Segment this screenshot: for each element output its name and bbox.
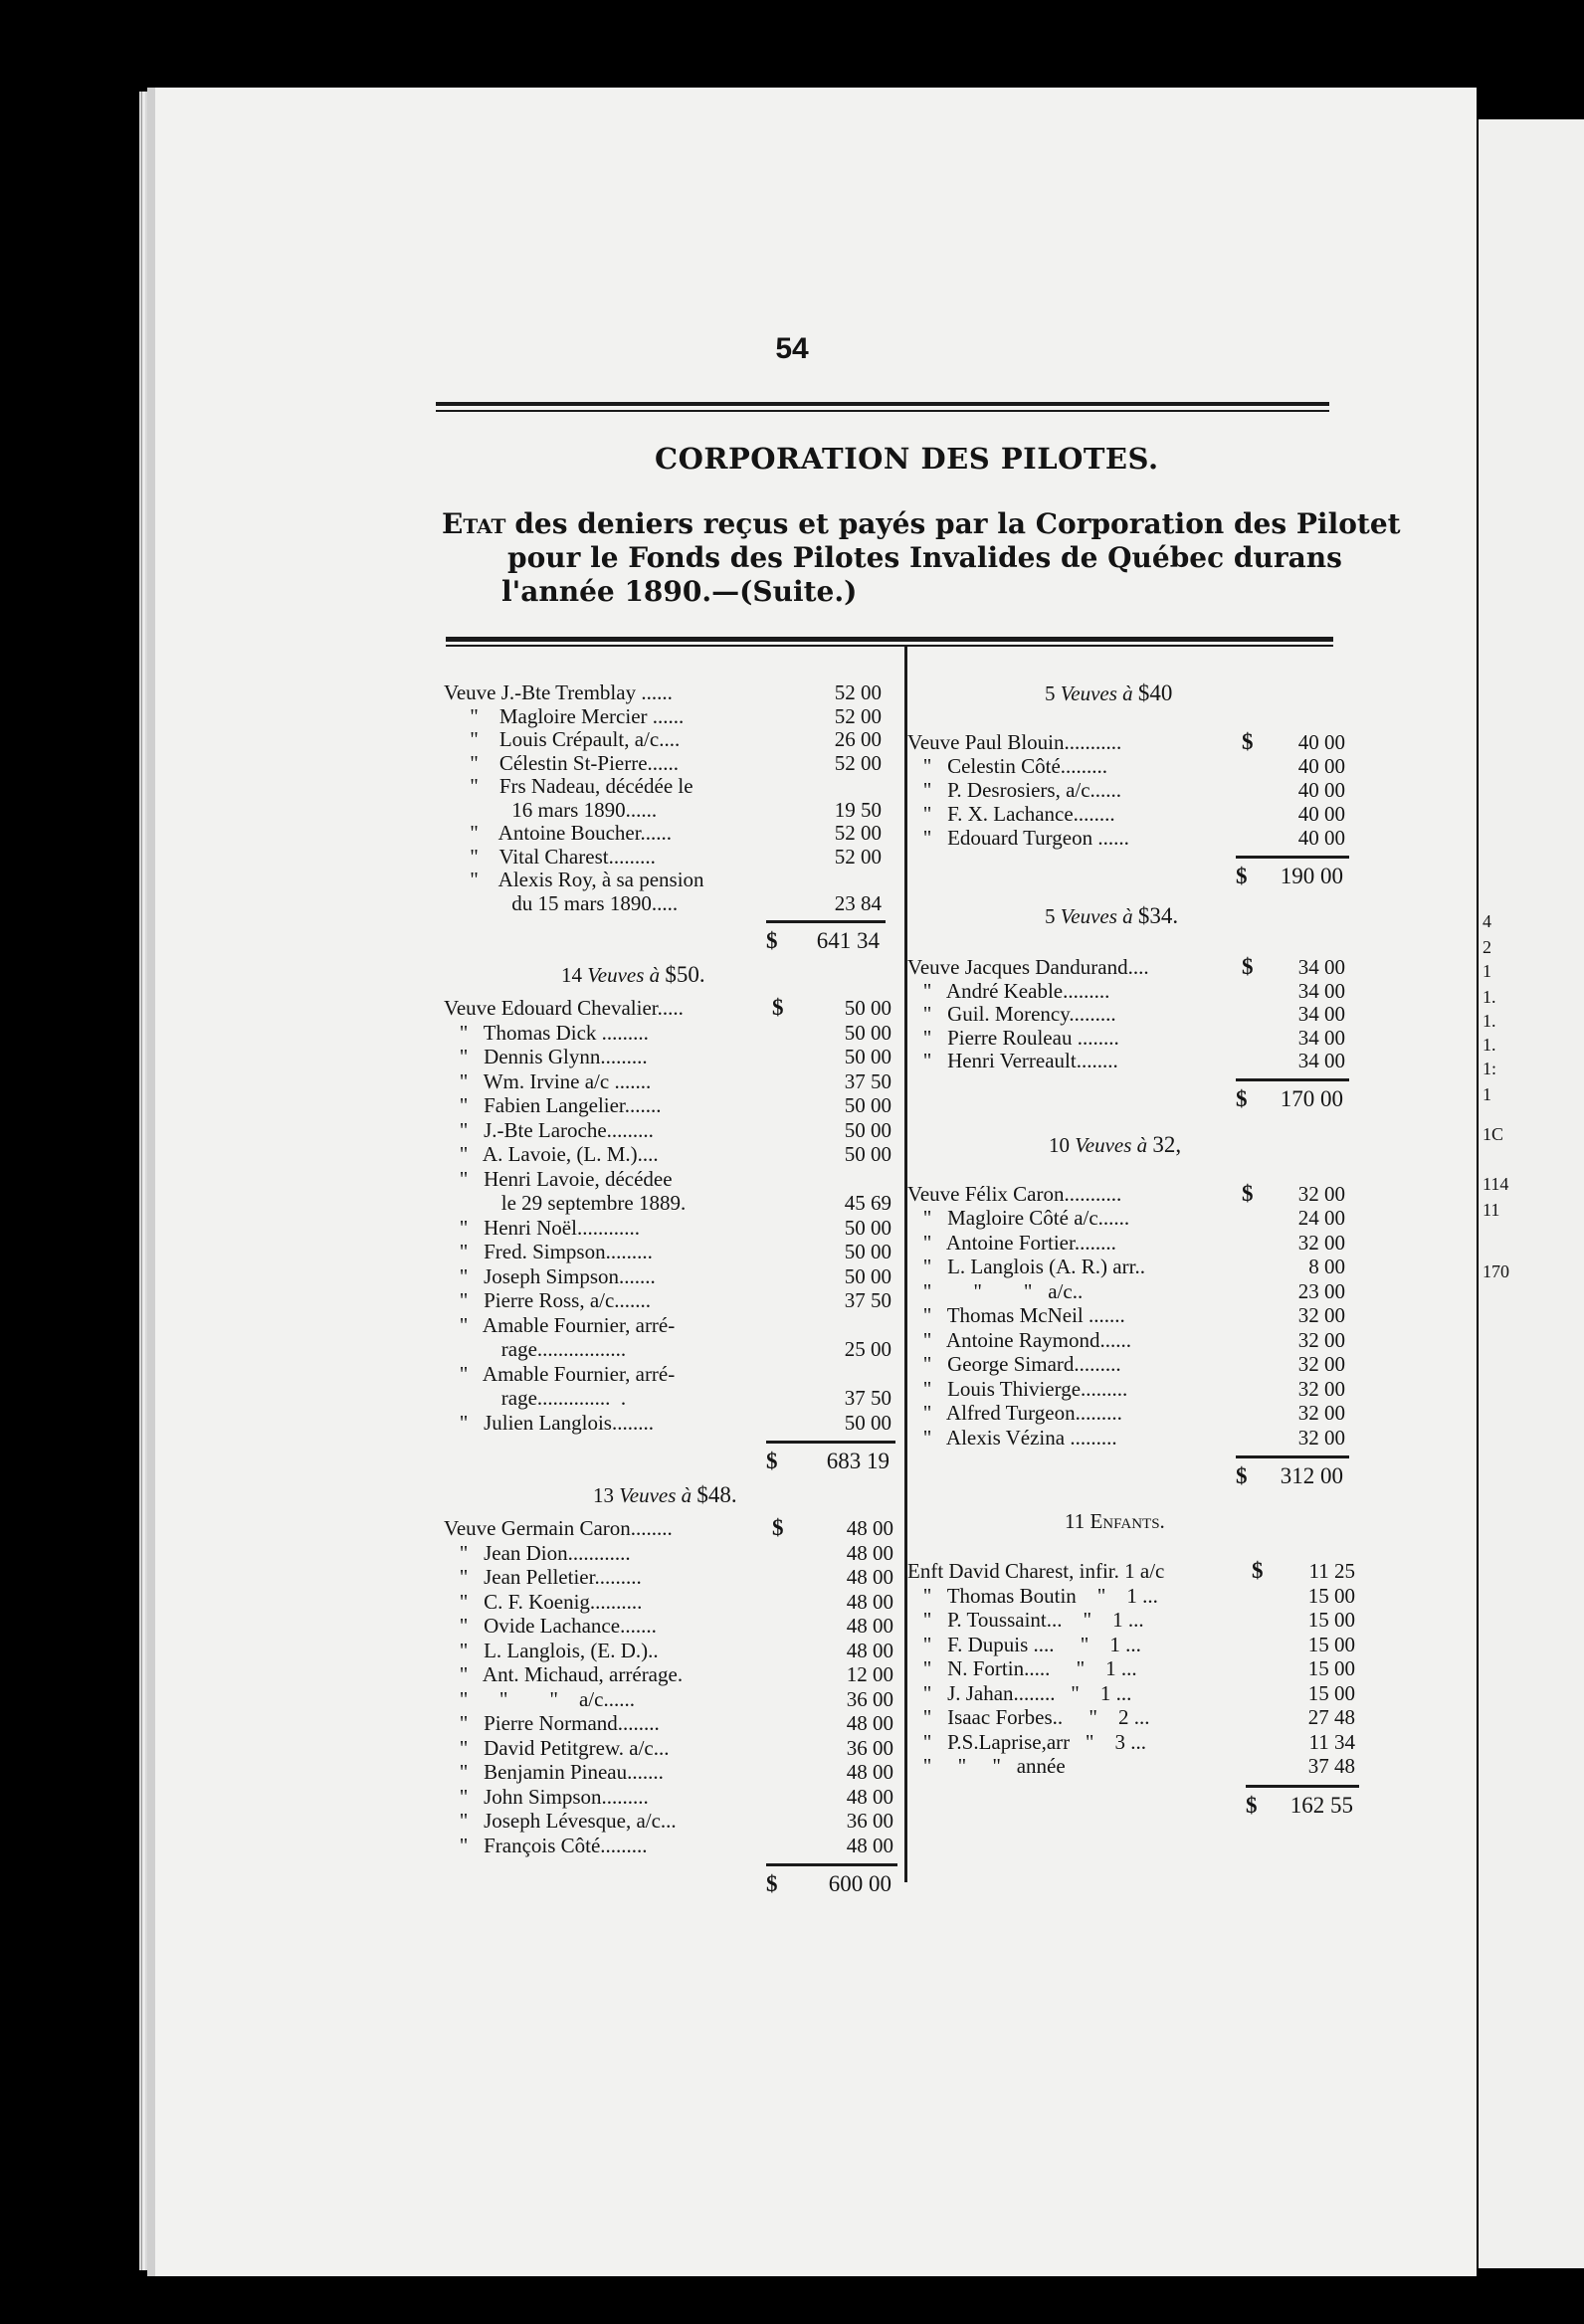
ledger-row <box>444 798 901 822</box>
entry-name: " Fred. Simpson......... <box>444 1240 653 1263</box>
subtotal-rule <box>766 1863 897 1866</box>
ledger-row <box>907 1279 1345 1303</box>
ledger-row <box>444 1736 901 1760</box>
entry-name: Enft David Charest, infir. 1 a/c <box>907 1559 1165 1583</box>
subtotal-dollar: $ <box>766 1449 778 1473</box>
ledger-row <box>444 727 901 751</box>
dollar-sign: $ <box>772 995 784 1020</box>
ledger-row <box>444 1411 901 1435</box>
entry-name: " F. X. Lachance........ <box>907 802 1115 826</box>
margin-fragment: 4 <box>1483 911 1491 931</box>
ledger-row <box>444 1118 901 1142</box>
table-top-rule <box>446 637 1333 642</box>
subtotal-amount: 600 00 <box>828 1871 891 1896</box>
entry-amount: 36 00 <box>846 1686 893 1711</box>
margin-fragment: 1. <box>1483 987 1496 1007</box>
entry-amount: 32 00 <box>1297 1303 1345 1327</box>
ledger-row <box>907 1680 1355 1705</box>
entry-amount: 48 00 <box>846 1833 893 1857</box>
entry-name: " Jean Dion............ <box>444 1540 631 1565</box>
ledger-row <box>444 1167 901 1191</box>
subtotal <box>1246 1793 1359 1819</box>
subtotal-rule <box>766 1441 895 1444</box>
entry-amount: 26 00 <box>834 727 882 751</box>
entry-name: " " " a/c...... <box>444 1686 635 1711</box>
entry-amount: 50 00 <box>844 1263 891 1288</box>
section-heading <box>1045 903 1178 929</box>
margin-fragment: 1. <box>1483 1035 1496 1055</box>
ledger-row <box>907 1656 1355 1680</box>
subtotal <box>766 1449 895 1474</box>
top-rule-thin <box>436 410 1329 412</box>
entry-name: " Pierre Rouleau ........ <box>907 1025 1119 1050</box>
subtotal <box>1236 1086 1349 1112</box>
entry-amount: 45 69 <box>844 1191 891 1215</box>
entry-name: " Frs Nadeau, décédée le <box>444 774 693 798</box>
ledger-row <box>907 1754 1355 1778</box>
ledger-row <box>444 1069 901 1093</box>
ledger-row <box>444 1809 901 1833</box>
ledger-row <box>907 1002 1345 1026</box>
entry-name: " J.-Bte Laroche......... <box>444 1117 654 1142</box>
entry-amount: 34 00 <box>1297 1002 1345 1026</box>
ledger-row <box>444 1045 901 1068</box>
margin-fragment: 1: <box>1483 1059 1497 1078</box>
ledger-row <box>444 774 901 798</box>
section-label: Veuves à <box>1060 681 1133 705</box>
entry-amount: 52 00 <box>834 821 882 845</box>
dollar-sign: $ <box>1242 729 1254 754</box>
entry-amount: 36 00 <box>846 1735 893 1760</box>
entry-amount: 11 34 <box>1308 1729 1355 1754</box>
ledger-row <box>907 1583 1355 1608</box>
entry-name: " L. Langlois (A. R.) arr.. <box>907 1255 1145 1278</box>
ledger-row <box>907 1182 1345 1206</box>
entry-amount: 40 00 <box>1297 754 1345 778</box>
entry-name: " Joseph Lévesque, a/c... <box>444 1809 677 1833</box>
entry-amount: 50 00 <box>844 1142 891 1166</box>
entry-amount: 32 00 <box>1297 1327 1345 1352</box>
ledger-row <box>444 1093 901 1117</box>
entry-amount: 52 00 <box>834 750 882 775</box>
entry-name: " Henri Noël............ <box>444 1215 640 1240</box>
entry-name: " Antoine Fortier........ <box>907 1230 1116 1255</box>
entry-name: " P.S.Laprise,arr " 3 ... <box>907 1729 1146 1754</box>
entry-name: " Alexis Vézina ......... <box>907 1425 1117 1450</box>
entry-amount: 50 00 <box>844 1093 891 1117</box>
entry-amount: 34 00 <box>1297 955 1345 979</box>
entry-name: " Alfred Turgeon......... <box>907 1401 1122 1425</box>
ledger-row <box>444 845 901 869</box>
entry-name: " Benjamin Pineau....... <box>444 1760 664 1784</box>
entry-amount: 48 00 <box>846 1516 893 1540</box>
page-number: 54 <box>775 332 809 365</box>
adjacent-page-fragment <box>1479 119 1584 2268</box>
entry-name: " A. Lavoie, (L. M.).... <box>444 1142 659 1166</box>
entry-amount: 27 48 <box>1307 1705 1355 1729</box>
ledger-row <box>444 1240 901 1263</box>
section-label: Veuves à <box>619 1483 693 1507</box>
dollar-sign: $ <box>1252 1558 1264 1583</box>
entry-name: " David Petitgrew. a/c... <box>444 1735 670 1760</box>
ledger-row <box>444 1614 901 1638</box>
entry-name: " Pierre Normand........ <box>444 1711 660 1735</box>
entry-name: " Henri Lavoie, décédee <box>444 1166 673 1191</box>
section-label: Veuves à <box>1060 904 1133 928</box>
subtotal-dollar: $ <box>1246 1792 1258 1818</box>
subtotal-rule <box>1236 1078 1349 1081</box>
ledger-row <box>444 680 901 704</box>
entry-amount: 48 00 <box>846 1589 893 1614</box>
entry-amount: 48 00 <box>846 1711 893 1735</box>
entry-amount: 23 00 <box>1297 1278 1345 1303</box>
entry-name: du 15 mars 1890..... <box>444 890 679 915</box>
ledger-row <box>907 1558 1355 1583</box>
ledger-row <box>907 754 1345 778</box>
ledger-row <box>444 1590 901 1614</box>
ledger-row <box>444 1386 901 1410</box>
entry-name: " N. Fortin..... " 1 ... <box>907 1656 1137 1680</box>
ledger-row <box>907 1426 1345 1450</box>
ledger-row <box>444 1565 901 1589</box>
ledger-row <box>444 1760 901 1784</box>
entry-amount: 19 50 <box>834 797 882 822</box>
subtotal-rule <box>1236 1455 1349 1458</box>
entry-amount: 34 00 <box>1297 978 1345 1003</box>
ledger-row <box>907 778 1345 802</box>
ledger-row <box>907 1401 1345 1425</box>
entry-amount: 15 00 <box>1307 1608 1355 1632</box>
entry-name: " John Simpson......... <box>444 1784 649 1809</box>
section-rate: 32, <box>1152 1131 1182 1157</box>
ledger-row <box>444 1362 901 1386</box>
entry-amount: 48 00 <box>846 1760 893 1784</box>
ledger-row <box>907 1026 1345 1050</box>
entry-name: " F. Dupuis .... " 1 ... <box>907 1632 1141 1656</box>
entry-amount: 52 00 <box>834 844 882 869</box>
margin-fragment: 114 <box>1483 1174 1509 1194</box>
section-count: 14 <box>561 963 582 987</box>
ledger-row <box>907 1206 1345 1230</box>
entry-amount: 32 00 <box>1297 1352 1345 1376</box>
entry-name: " Jean Pelletier......... <box>444 1565 642 1589</box>
entry-amount: 50 00 <box>844 1410 891 1435</box>
ledger-row <box>907 826 1345 850</box>
entry-amount: 50 00 <box>844 1215 891 1240</box>
subtotal-amount: 641 34 <box>816 928 880 953</box>
entry-amount: 15 00 <box>1307 1680 1355 1705</box>
ledger-row <box>444 868 901 891</box>
subtotal-dollar: $ <box>766 928 778 953</box>
entry-amount: 32 00 <box>1297 1401 1345 1425</box>
heading-lead: Etat <box>442 507 506 540</box>
section-heading <box>1049 1132 1181 1158</box>
ledger-row <box>444 1516 901 1540</box>
entry-name: 16 mars 1890...... <box>444 797 658 822</box>
entry-name: le 29 septembre 1889. <box>444 1191 687 1215</box>
ledger-row <box>444 704 901 728</box>
section-rate: $40 <box>1137 680 1173 705</box>
entry-amount: 37 50 <box>844 1288 891 1312</box>
ledger-row <box>444 1191 901 1215</box>
ledger-row <box>444 1785 901 1809</box>
entry-name: " George Simard......... <box>907 1352 1121 1376</box>
entry-name: " André Keable......... <box>907 978 1110 1003</box>
entry-amount: 50 00 <box>844 996 891 1020</box>
margin-fragment: 1. <box>1483 1011 1496 1031</box>
entry-name: " Amable Fournier, arré- <box>444 1312 676 1337</box>
entry-amount: 40 00 <box>1297 730 1345 754</box>
page-title: CORPORATION DES PILOTES. <box>655 442 1159 476</box>
subtotal <box>1236 864 1349 889</box>
ledger-row <box>444 1834 901 1857</box>
entry-name: " Ovide Lachance....... <box>444 1614 657 1638</box>
subtotal-amount: 312 00 <box>1280 1463 1343 1488</box>
subtotal-dollar: $ <box>1236 1463 1248 1488</box>
section-heading <box>561 962 705 988</box>
ledger-row <box>907 1303 1345 1327</box>
entry-name: Veuve Jacques Dandurand.... <box>907 955 1149 979</box>
entry-amount: 15 00 <box>1307 1583 1355 1608</box>
ledger-row <box>907 1049 1345 1072</box>
heading-line-1 <box>442 507 1401 540</box>
entry-name: " Celestin Côté......... <box>907 754 1108 778</box>
entry-amount: 48 00 <box>846 1565 893 1589</box>
subtotal-dollar: $ <box>1236 1085 1248 1111</box>
entry-name: " Louis Thivierge......... <box>907 1376 1128 1401</box>
entry-amount: 37 50 <box>844 1386 891 1410</box>
margin-fragment: 11 <box>1483 1200 1500 1220</box>
subtotal-rule <box>1236 856 1349 859</box>
subtotal-amount: 162 55 <box>1289 1792 1353 1818</box>
ledger-row <box>444 1711 901 1735</box>
entry-name: " J. Jahan........ " 1 ... <box>907 1680 1132 1705</box>
entry-name: rage.............. . <box>444 1386 627 1410</box>
entry-amount: 52 00 <box>834 680 882 704</box>
ledger-row <box>444 1264 901 1288</box>
subtotal-dollar: $ <box>766 1871 778 1896</box>
entry-name: " Ant. Michaud, arrérage. <box>444 1662 684 1686</box>
ledger-row <box>907 1729 1355 1754</box>
section-label: Veuves à <box>587 963 661 987</box>
entry-name: " Pierre Ross, a/c....... <box>444 1288 652 1312</box>
ledger-row <box>444 821 901 845</box>
entry-name: " Thomas McNeil ....... <box>907 1303 1125 1327</box>
entry-name: " Edouard Turgeon ...... <box>907 826 1129 850</box>
heading-line-2: pour le Fonds des Pilotes Invalides de Québec durans <box>507 541 1342 574</box>
ledger-row <box>444 1021 901 1045</box>
entry-amount: 25 00 <box>844 1337 891 1361</box>
entry-amount: 11 25 <box>1308 1559 1355 1583</box>
entry-amount: 40 00 <box>1297 802 1345 826</box>
entry-amount: 24 00 <box>1297 1206 1345 1230</box>
section-count: 5 <box>1045 681 1056 705</box>
table-top-rule-thin <box>446 645 1333 647</box>
section-rate: $48. <box>696 1482 737 1507</box>
ledger-row <box>907 1352 1345 1376</box>
margin-fragment: 1 <box>1483 1084 1491 1104</box>
margin-fragment: 170 <box>1483 1261 1509 1281</box>
entry-amount: 48 00 <box>846 1638 893 1662</box>
ledger-row <box>907 979 1345 1003</box>
entry-amount: 34 00 <box>1297 1025 1345 1050</box>
section-label: Veuves à <box>1075 1132 1148 1157</box>
entry-name: " P. Toussaint... " 1 ... <box>907 1608 1144 1632</box>
entry-name: " Amable Fournier, arré- <box>444 1361 676 1386</box>
section-heading <box>1065 1509 1165 1534</box>
margin-fragment: 1 <box>1483 961 1491 981</box>
section-rate: $50. <box>665 962 705 987</box>
entry-name: " Antoine Boucher...... <box>444 821 673 845</box>
entry-name: rage................. <box>444 1337 627 1361</box>
ledger-row <box>907 955 1345 979</box>
subtotal <box>766 1871 897 1897</box>
entry-name: " Magloire Côté a/c...... <box>907 1206 1130 1230</box>
entry-amount: 50 00 <box>844 1240 891 1263</box>
entry-amount: 50 00 <box>844 1045 891 1068</box>
ledger-row <box>907 1632 1355 1656</box>
entry-amount: 34 00 <box>1297 1049 1345 1072</box>
entry-name: " Thomas Boutin " 1 ... <box>907 1583 1158 1608</box>
heading-line-3: l'année 1890.—(Suite.) <box>501 575 858 608</box>
ledger-row <box>907 1328 1345 1352</box>
entry-amount: 50 00 <box>844 1117 891 1142</box>
entry-name: " Joseph Simpson....... <box>444 1263 656 1288</box>
margin-fragment: 1C <box>1483 1124 1504 1144</box>
ledger-row <box>444 1288 901 1312</box>
margin-fragment: 2 <box>1483 937 1491 957</box>
entry-name: " Henri Verreault........ <box>907 1049 1118 1072</box>
ledger-row <box>444 1541 901 1565</box>
entry-name: " Antoine Raymond...... <box>907 1327 1131 1352</box>
entry-name: Veuve Edouard Chevalier..... <box>444 996 684 1020</box>
subtotal <box>1236 1463 1349 1489</box>
entry-amount: 15 00 <box>1307 1656 1355 1680</box>
subtotal-amount: 190 00 <box>1280 864 1343 888</box>
subtotal-rule <box>766 920 886 923</box>
entry-name: " Louis Crépault, a/c.... <box>444 727 681 751</box>
section-heading <box>593 1482 737 1508</box>
entry-amount: 48 00 <box>846 1614 893 1638</box>
section-count: 10 <box>1049 1132 1070 1157</box>
ledger-row <box>444 1687 901 1711</box>
ledger-row <box>444 1216 901 1240</box>
ledger-row <box>444 1639 901 1662</box>
entry-name: " Vital Charest......... <box>444 844 656 869</box>
entry-amount: 40 00 <box>1297 826 1345 850</box>
entry-name: " " " a/c.. <box>907 1278 1084 1303</box>
ledger-row <box>907 802 1345 826</box>
entry-name: Veuve Germain Caron........ <box>444 1516 673 1540</box>
entry-name: " Fabien Langelier....... <box>444 1093 662 1117</box>
entry-amount: 37 48 <box>1307 1754 1355 1778</box>
heading-text-1: des deniers reçus et payés par la Corporation des Pilotet <box>514 507 1401 540</box>
top-rule <box>436 402 1329 406</box>
entry-name: " P. Desrosiers, a/c...... <box>907 778 1122 802</box>
entry-name: " Wm. Irvine a/c ....... <box>444 1068 652 1093</box>
subtotal-amount: 170 00 <box>1280 1085 1343 1111</box>
ledger-row <box>444 891 901 915</box>
entry-name: " Alexis Roy, à sa pension <box>444 868 704 891</box>
entry-amount: 37 50 <box>844 1068 891 1093</box>
section-rate: $34. <box>1137 903 1179 928</box>
entry-name: Veuve Félix Caron........... <box>907 1181 1122 1206</box>
dollar-sign: $ <box>772 1515 784 1540</box>
entry-amount: 52 00 <box>834 703 882 728</box>
section-count: 13 <box>593 1483 614 1507</box>
entry-name: " Guil. Morency......... <box>907 1002 1116 1026</box>
ledger-row <box>444 1142 901 1166</box>
entry-name: Veuve J.-Bte Tremblay ...... <box>444 680 673 704</box>
ledger-row <box>444 1662 901 1686</box>
entry-amount: 48 00 <box>846 1540 893 1565</box>
entry-amount: 48 00 <box>846 1784 893 1809</box>
entry-amount: 15 00 <box>1307 1632 1355 1656</box>
entry-amount: 40 00 <box>1297 778 1345 802</box>
entry-amount: 32 00 <box>1297 1425 1345 1450</box>
entry-amount: 23 84 <box>834 890 882 915</box>
entry-name: " C. F. Koenig.......... <box>444 1589 643 1614</box>
entry-name: " Célestin St-Pierre...... <box>444 750 680 775</box>
section-count: 5 <box>1045 904 1056 928</box>
ledger-row <box>444 1313 901 1337</box>
dollar-sign: $ <box>1242 954 1254 979</box>
ledger-row <box>907 1377 1345 1401</box>
entry-amount: 50 00 <box>844 1020 891 1045</box>
entry-amount: 8 00 <box>1308 1255 1345 1278</box>
subtotal-amount: 683 19 <box>826 1449 890 1473</box>
entry-name: " Magloire Mercier ...... <box>444 703 685 728</box>
ledger-row <box>907 730 1345 754</box>
entry-name: " Dennis Glynn......... <box>444 1045 648 1068</box>
entry-amount: 12 00 <box>846 1662 893 1686</box>
entry-amount: 36 00 <box>846 1809 893 1833</box>
entry-name: " L. Langlois, (E. D.).. <box>444 1638 659 1662</box>
ledger-row <box>444 751 901 775</box>
ledger-row <box>444 996 901 1020</box>
entry-amount: 32 00 <box>1297 1181 1345 1206</box>
ledger-row <box>907 1231 1345 1255</box>
entry-name: " François Côté......... <box>444 1833 648 1857</box>
entry-name: " Thomas Dick ......... <box>444 1020 649 1045</box>
entry-amount: 32 00 <box>1297 1376 1345 1401</box>
ledger-row <box>907 1608 1355 1632</box>
entry-name: " Julien Langlois........ <box>444 1410 654 1435</box>
entry-name: Veuve Paul Blouin........... <box>907 730 1122 754</box>
subtotal <box>766 928 886 954</box>
subtotal-rule <box>1246 1785 1359 1788</box>
section-heading <box>1045 680 1172 706</box>
ledger-row <box>907 1705 1355 1729</box>
subtotal-dollar: $ <box>1236 864 1248 888</box>
ledger-row <box>444 1337 901 1361</box>
dollar-sign: $ <box>1242 1180 1254 1206</box>
section-heading-text: 11 Enfants. <box>1065 1509 1165 1533</box>
entry-amount: 32 00 <box>1297 1230 1345 1255</box>
entry-name: " " " année <box>907 1754 1066 1778</box>
ledger-row <box>907 1255 1345 1278</box>
entry-name: " Isaac Forbes.. " 2 ... <box>907 1705 1150 1729</box>
